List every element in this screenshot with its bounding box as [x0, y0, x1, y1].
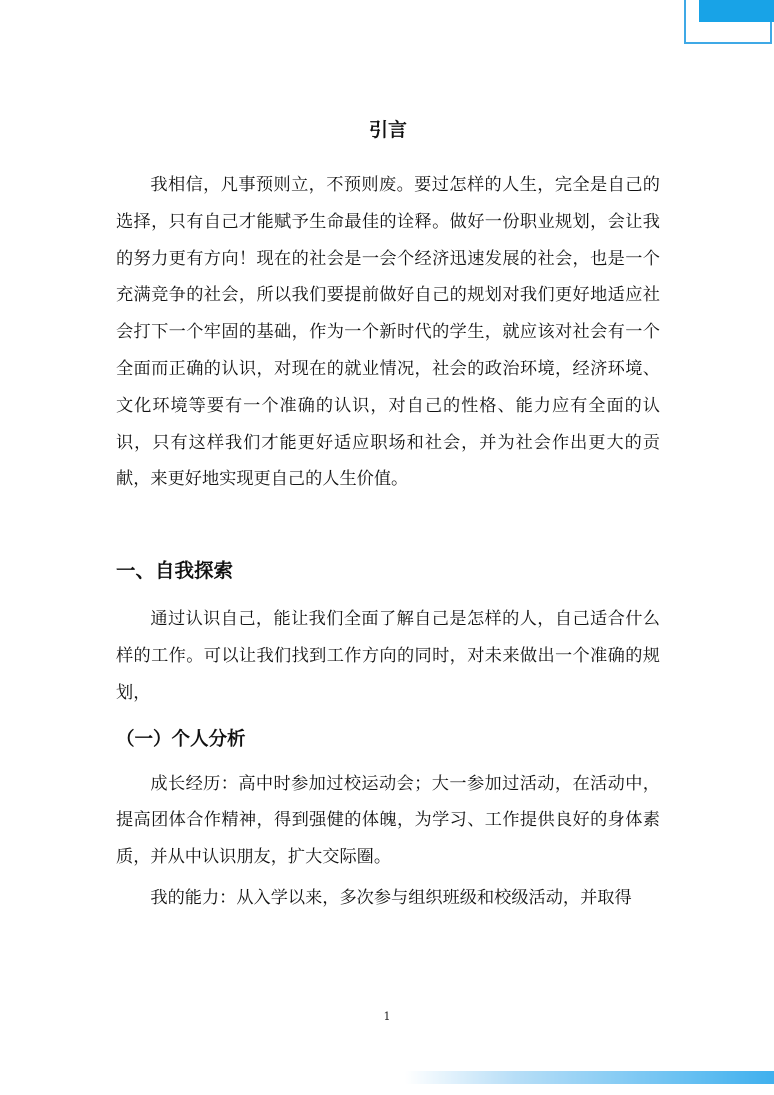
- footer-gradient-bar: [405, 1071, 774, 1084]
- growth-experience-paragraph: 成长经历：高中时参加过校运动会；大一参加过活动，在活动中，提高团体合作精神，得到强健的体魄，为学习、工作提供良好的身体素质，并从中认识朋友，扩大交际圈。: [116, 773, 660, 868]
- document-title: 引言: [368, 119, 407, 141]
- corner-decoration-fill: [699, 0, 774, 22]
- intro-paragraph: 我相信，凡事预则立，不预则废。要过怎样的人生，完全是自己的选择，只有自己才能赋予生命最佳的诠释。做好一份职业规划，会让我的努力更有方向！现在的社会是一会个经济迅速发展的社会，也是一个充满竞争的社会，所以我们要提前做好自己的规划对我们更好地适应社会打下一个牢固的基础，作为一个新时代的学生，就应该对社会有一个全面而正确的认识，对现在的就业情况，社会的政治环境，经济环境、文化环境等要有一个准确的认识，对自己的性格、能力应有全面的认识，只有这样我们才能更好适应职场和社会，并为社会作出更大的贡献，来更好地实现更自己的人生价值。: [116, 175, 660, 490]
- page-number: 1: [383, 1010, 391, 1023]
- section-heading-self-exploration: 一、自我探索: [116, 559, 234, 583]
- subsection-heading-personal-analysis: （一）个人分析: [116, 728, 246, 750]
- self-exploration-paragraph: 通过认识自己，能让我们全面了解自己是怎样的人，自己适合什么样的工作。可以让我们找到工作方向的同时，对未来做出一个准确的规划，: [116, 609, 660, 703]
- ability-paragraph: 我的能力：从入学以来，多次参与组织班级和校级活动，并取得: [150, 887, 632, 908]
- document-body: [116, 112, 660, 917]
